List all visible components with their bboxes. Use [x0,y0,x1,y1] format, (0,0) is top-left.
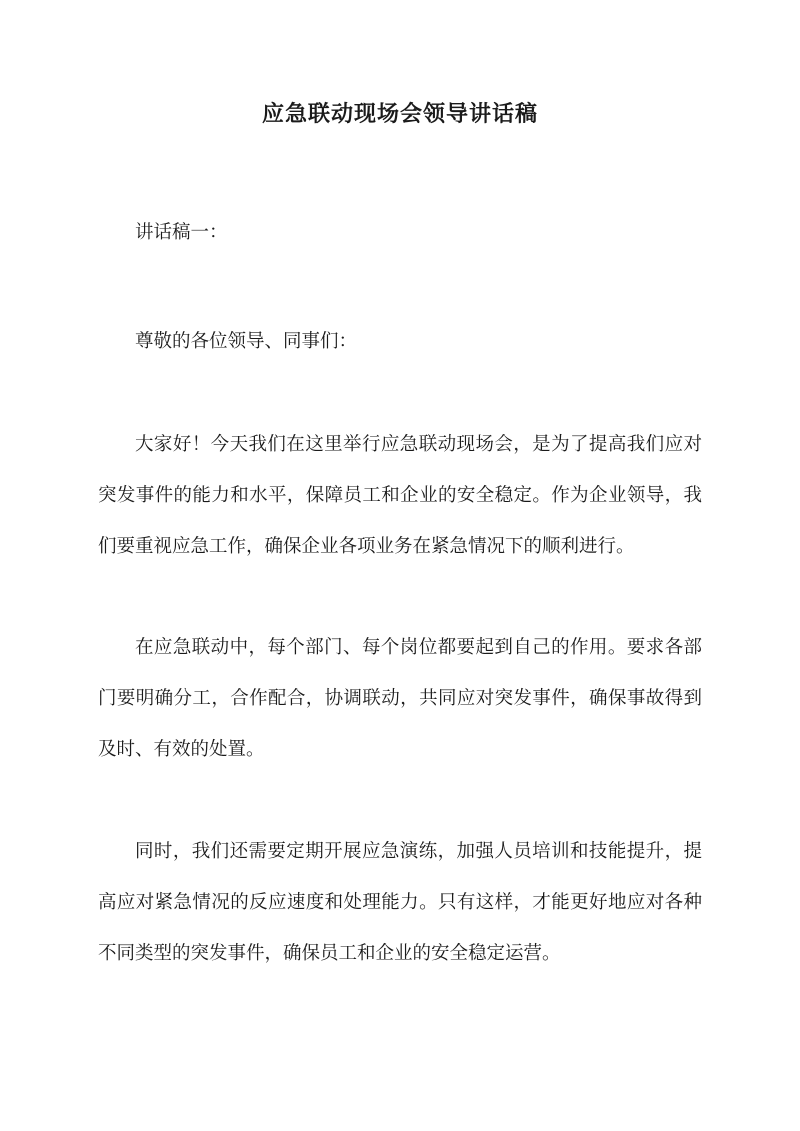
section-label: 讲话稿一： [135,222,228,243]
document-title: 应急联动现场会领导讲话稿 [261,101,538,127]
body-paragraph: 同时，我们还需要定期开展应急演练，加强人员培训和技能提升，提高应对紧急情况的反应速度和处理能力。只有这样，才能更好地应对各种不同类型的突发事件，确保员工和企业的安全稳定运营。 [98,841,702,964]
greeting: 尊敬的各位领导、同事们： [135,331,358,352]
body-paragraph: 在应急联动中，每个部门、每个岗位都要起到自己的作用。要求各部门要明确分工，合作配合，协调联动，共同应对突发事件，确保事故得到及时、有效的处置。 [98,637,702,760]
body-paragraph: 大家好！今天我们在这里举行应急联动现场会，是为了提高我们应对突发事件的能力和水平，保障员工和企业的安全稳定。作为企业领导，我们要重视应急工作，确保企业各项业务在紧急情况下的顺利进行。 [98,434,702,557]
